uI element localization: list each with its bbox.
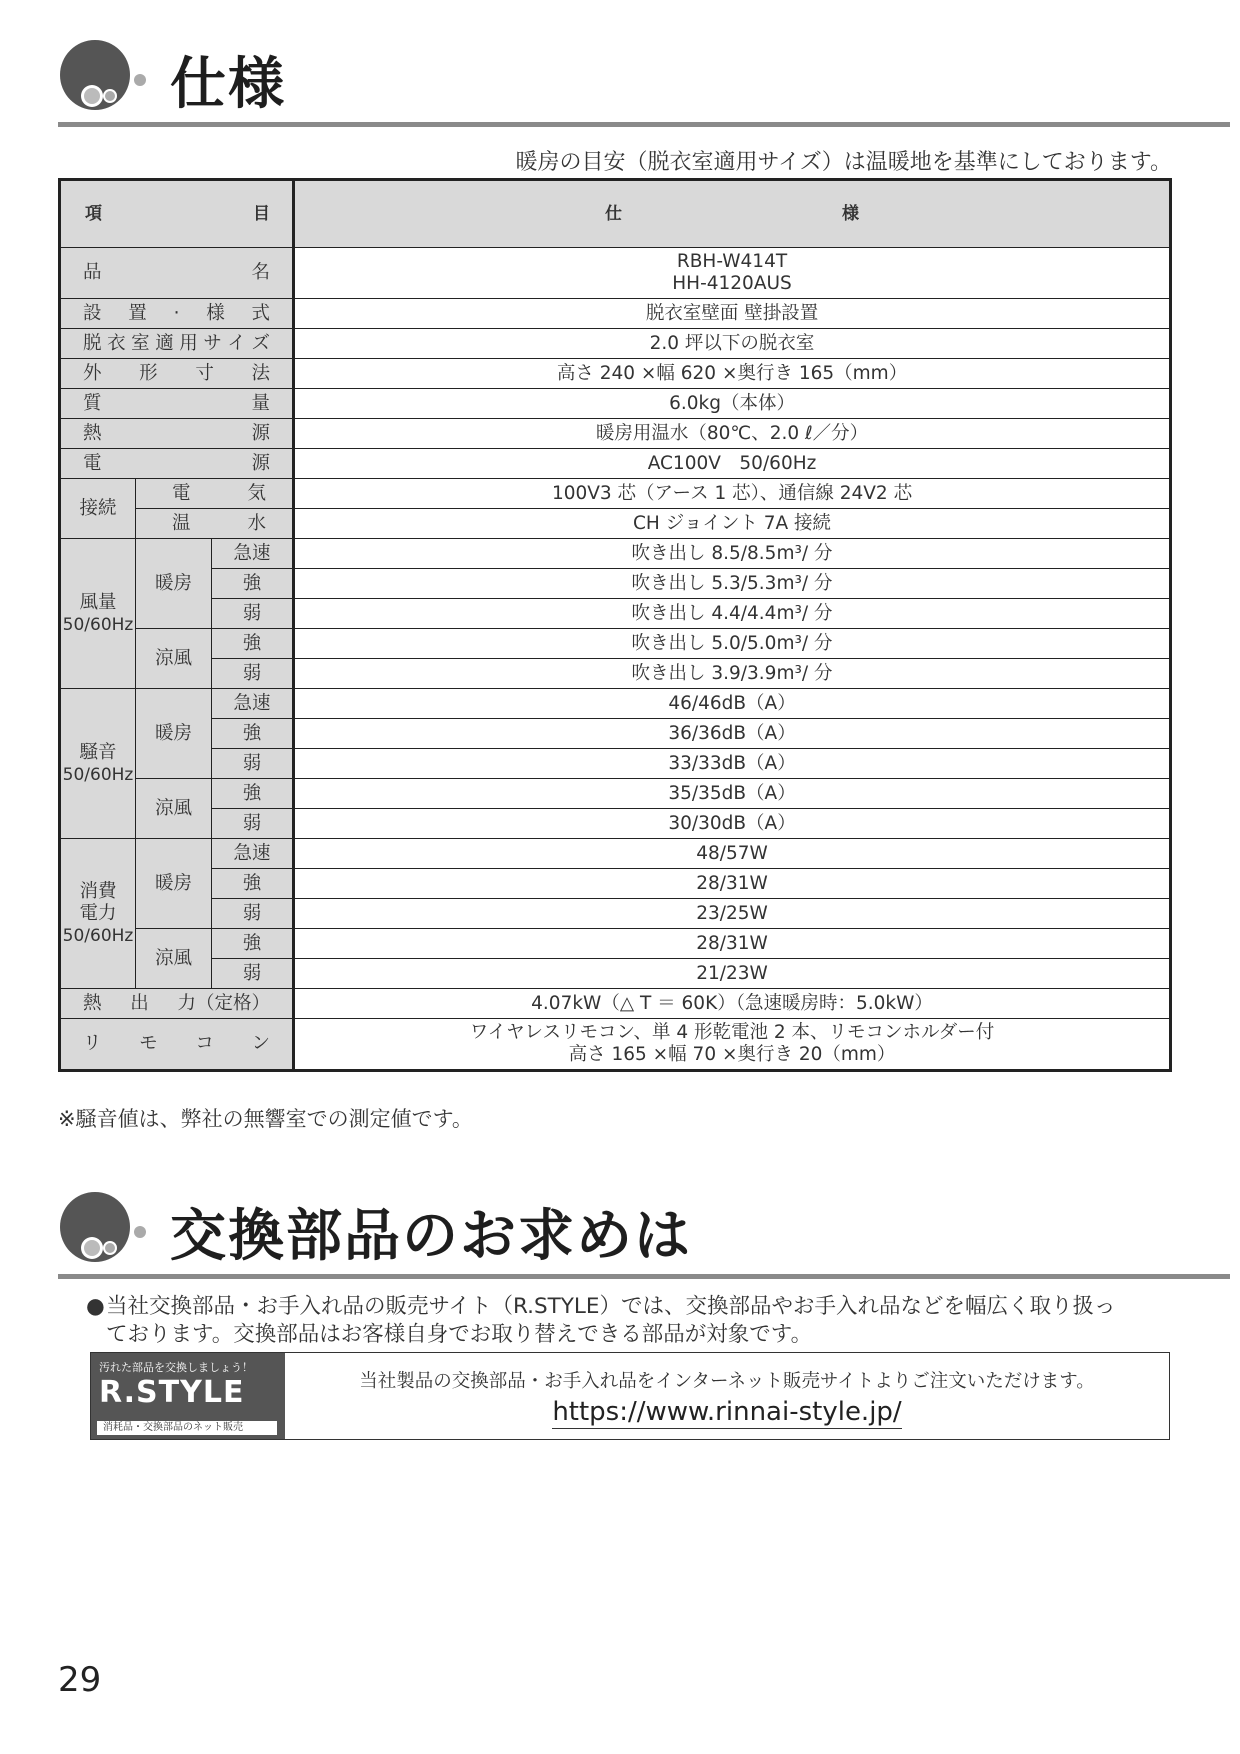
row-sublabel: 電 気 [136,479,294,509]
row-group-label: 騒音 50/60Hz [60,689,136,839]
row-label: 熱 出 力（定格） [60,989,294,1019]
row-value: 30/30dB（A） [294,809,1171,839]
rstyle-url-container [285,1397,1169,1427]
row-value: 23/25W [294,899,1171,929]
row-label: 設 置 · 様 式 [60,299,294,329]
level-label: 急速 [212,689,294,719]
row-value: 吹き出し 3.9/3.9m³/ 分 [294,659,1171,689]
table-row [60,809,1171,839]
row-value: 吹き出し 4.4/4.4m³/ 分 [294,599,1171,629]
row-group-label: 消費 電力 50/60Hz [60,839,136,989]
row-value: CH ジョイント 7A 接続 [294,509,1171,539]
section-bullet-icon [58,1190,148,1270]
table-row [60,869,1171,899]
row-value: 2.0 坪以下の脱衣室 [294,329,1171,359]
level-label: 弱 [212,959,294,989]
table-row [60,1019,1171,1071]
row-label: 脱 衣 室 適 用 サ イ ズ [60,329,294,359]
table-row [60,659,1171,689]
page-number: 29 [58,1660,102,1700]
row-value: 46/46dB（A） [294,689,1171,719]
rstyle-url-link[interactable]: https://www.rinnai-style.jp/ [552,1397,902,1427]
row-label: 品 名 [60,248,294,299]
row-value: 暖房用温水（80℃、2.0 ℓ／分） [294,419,1171,449]
table-row [60,899,1171,929]
note-top: 暖房の目安（脱衣室適用サイズ）は温暖地を基準にしております。 [515,150,1172,175]
section-rule [58,1274,1230,1279]
mode-label: 暖房 [136,539,212,629]
mode-label: 涼風 [136,779,212,839]
parts-paragraph: ● 当社交換部品・お手入れ品の販売サイト（R.STYLE）では、交換部品やお手入れ品などを幅広く取り扱っ ております。交換部品はお客様自身でお取り替えできる部品が対象です。 [86,1294,1116,1347]
section-rule [58,122,1230,127]
table-row [60,389,1171,419]
footnote: ※騒音値は、弊社の無響室での測定値です。 [58,1107,473,1131]
table-row [60,959,1171,989]
table-row [60,449,1171,479]
table-row [60,329,1171,359]
table-row [60,569,1171,599]
section-title: 交換部品のお求めは [170,1204,692,1269]
row-value: 35/35dB（A） [294,779,1171,809]
row-value: 4.07kW（△ T ＝ 60K）（急速暖房時：5.0kW） [294,989,1171,1019]
row-value: 100V3 芯（アース 1 芯）、通信線 24V2 芯 [294,479,1171,509]
row-value: 高さ 240 ×幅 620 ×奥行き 165（mm） [294,359,1171,389]
row-value: 吹き出し 8.5/8.5m³/ 分 [294,539,1171,569]
section-bullet-icon [58,38,148,118]
bullet-icon: ● [86,1294,105,1319]
mode-label: 暖房 [136,839,212,929]
rstyle-logo-badge: 汚れた部品を交換しましょう！ R.STYLE 消耗品・交換部品のネット販売 [91,1353,285,1439]
section-title: 仕様 [170,52,286,117]
table-row [60,419,1171,449]
row-value: 48/57W [294,839,1171,869]
level-label: 弱 [212,659,294,689]
table-row [60,719,1171,749]
table-row [60,248,1171,299]
mode-label: 涼風 [136,629,212,689]
row-value: 吹き出し 5.0/5.0m³/ 分 [294,629,1171,659]
table-row [60,599,1171,629]
level-label: 弱 [212,599,294,629]
mode-label: 涼風 [136,929,212,989]
level-label: 弱 [212,749,294,779]
row-label: 電 源 [60,449,294,479]
row-label: 熱 源 [60,419,294,449]
spec-table [58,178,1172,1072]
row-sublabel: 温 水 [136,509,294,539]
row-value: 脱衣室壁面 壁掛設置 [294,299,1171,329]
level-label: 強 [212,569,294,599]
row-group-label: 風量 50/60Hz [60,539,136,689]
table-row [60,749,1171,779]
row-value: RBH-W414T HH-4120AUS [294,248,1171,299]
table-row [60,509,1171,539]
row-label: リ モ コ ン [60,1019,294,1071]
level-label: 強 [212,719,294,749]
rstyle-message: 当社製品の交換部品・お手入れ品をインターネット販売サイトよりご注文いただけます。 [359,1371,1095,1392]
row-value: 21/23W [294,959,1171,989]
table-row [60,479,1171,509]
table-row [60,299,1171,329]
row-group-label: 接続 [60,479,136,539]
row-label: 質 量 [60,389,294,419]
row-value: 28/31W [294,869,1171,899]
table-row [60,929,1171,959]
row-value: 33/33dB（A） [294,749,1171,779]
level-label: 強 [212,869,294,899]
row-value: 吹き出し 5.3/5.3m³/ 分 [294,569,1171,599]
level-label: 強 [212,629,294,659]
mode-label: 暖房 [136,689,212,779]
level-label: 強 [212,779,294,809]
rstyle-box [90,1352,1170,1440]
row-value: 28/31W [294,929,1171,959]
row-label: 外 形 寸 法 [60,359,294,389]
level-label: 弱 [212,809,294,839]
level-label: 強 [212,929,294,959]
table-row [60,779,1171,809]
row-value: 6.0kg（本体） [294,389,1171,419]
table-header-row [60,180,1171,248]
table-row [60,989,1171,1019]
table-row [60,629,1171,659]
level-label: 急速 [212,539,294,569]
table-row [60,359,1171,389]
table-row [60,839,1171,869]
table-row [60,689,1171,719]
header-spec: 仕 様 [294,180,1171,248]
row-value: ワイヤレスリモコン、単 4 形乾電池 2 本、リモコンホルダー付 高さ 165 ×幅 70 ×奥行き 20（mm） [294,1019,1171,1071]
table-row [60,539,1171,569]
row-value: AC100V 50/60Hz [294,449,1171,479]
row-value: 36/36dB（A） [294,719,1171,749]
header-item: 項 目 [60,180,294,248]
level-label: 急速 [212,839,294,869]
level-label: 弱 [212,899,294,929]
